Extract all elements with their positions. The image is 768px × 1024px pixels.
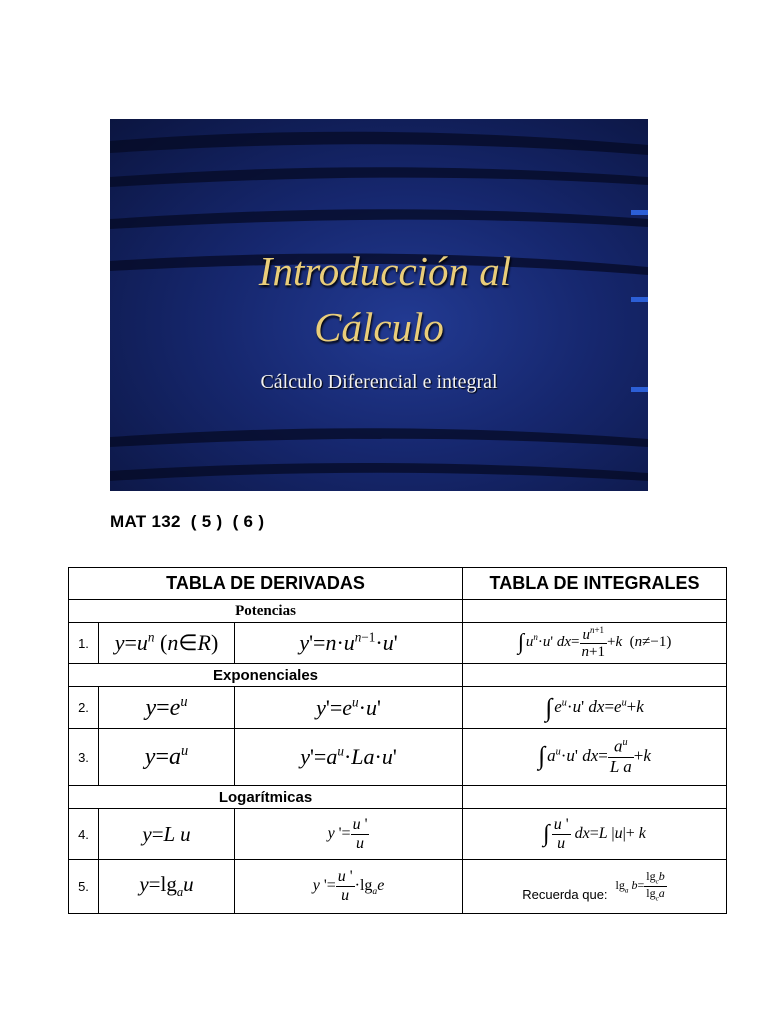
formula-integral: ∫ $\frac{u '}{u}$ dx=L |u|+ k — [543, 815, 646, 852]
formula-table — [68, 567, 727, 914]
function-cell — [99, 687, 235, 729]
formula-function: $y=u^n$ (n∈R) — [114, 629, 219, 656]
formula-integral: ∫ $u^n\cdot u'$ dx= $\frac{u^{n+1}}{n+1}$ +k (n≠−1) — [517, 624, 672, 660]
section-logaritmicas: Logarítmicas — [69, 786, 463, 809]
formula-derivative: $y'=n\cdot u^{n-1}\cdot u'$ — [299, 629, 398, 656]
section-row-logaritmicas — [69, 786, 727, 809]
formula-derivative: $y'=e^u\cdot u'$ — [316, 694, 381, 720]
table-row — [69, 623, 727, 664]
recuerda-note: Recuerda que: — [522, 887, 608, 903]
derivative-cell — [235, 623, 463, 664]
function-cell — [99, 809, 235, 860]
section-potencias: Potencias — [69, 600, 463, 623]
row-number: 2. — [69, 687, 99, 729]
integral-cell — [463, 860, 727, 914]
course-label: MAT 132 ( 5 ) ( 6 ) — [110, 512, 265, 531]
section-logaritmicas-empty — [463, 786, 727, 809]
table-row — [69, 687, 727, 729]
function-cell — [99, 729, 235, 786]
section-potencias-empty — [463, 600, 727, 623]
header-derivadas: TABLA DE DERIVADAS — [69, 568, 463, 600]
formula-integral: ∫ $e^u\cdot u'$ $dx=e^u+k$ — [545, 692, 644, 722]
row-number: 4. — [69, 809, 99, 860]
table-row — [69, 809, 727, 860]
section-row-exponenciales — [69, 664, 727, 687]
formula-function: y=L u — [142, 821, 191, 846]
row-number: 1. — [69, 623, 99, 664]
table-header-row — [69, 568, 727, 600]
banner-subtitle: Cálculo Diferencial e integral — [260, 371, 498, 393]
derivative-cell — [235, 687, 463, 729]
title-slide-banner — [110, 119, 648, 491]
formula-derivative: y '= $\frac{u '}{u}$ — [327, 815, 368, 852]
function-cell — [99, 623, 235, 664]
integral-cell — [463, 729, 727, 786]
section-exponenciales: Exponenciales — [69, 664, 463, 687]
derivative-cell — [235, 809, 463, 860]
table-row — [69, 729, 727, 786]
header-integrales: TABLA DE INTEGRALES — [463, 568, 727, 600]
formula-derivative: $y'=a^u\cdot La\cdot u'$ — [300, 743, 397, 770]
integral-cell — [463, 623, 727, 664]
formula-function: $y=e^u$ — [145, 693, 188, 721]
formula-derivative: y '= $\frac{u '}{u}$ $\cdot\lg_ae$ — [312, 868, 385, 904]
banner-title-line2: Cálculo — [314, 304, 444, 350]
banner-title-line1: Introducción al — [258, 248, 512, 294]
derivative-cell — [235, 860, 463, 914]
derivative-cell — [235, 729, 463, 786]
integral-cell — [463, 809, 727, 860]
formula-log-change-of-base: $\lg_a b=$ $\frac{\lg_cb}{\lg_ca}$ — [615, 868, 665, 903]
section-exponenciales-empty — [463, 664, 727, 687]
table-row — [69, 860, 727, 914]
formula-function: $y=a^u$ — [144, 743, 189, 770]
row-number: 5. — [69, 860, 99, 914]
function-cell — [99, 860, 235, 914]
formula-integral: ∫ $a^u\cdot u'$ dx= $\frac{a^u}{\text{L a}}$ +k — [538, 737, 651, 776]
integral-cell — [463, 687, 727, 729]
formula-function: $y=\lg_au$ — [139, 872, 194, 900]
row-number: 3. — [69, 729, 99, 786]
section-row-potencias — [69, 600, 727, 623]
